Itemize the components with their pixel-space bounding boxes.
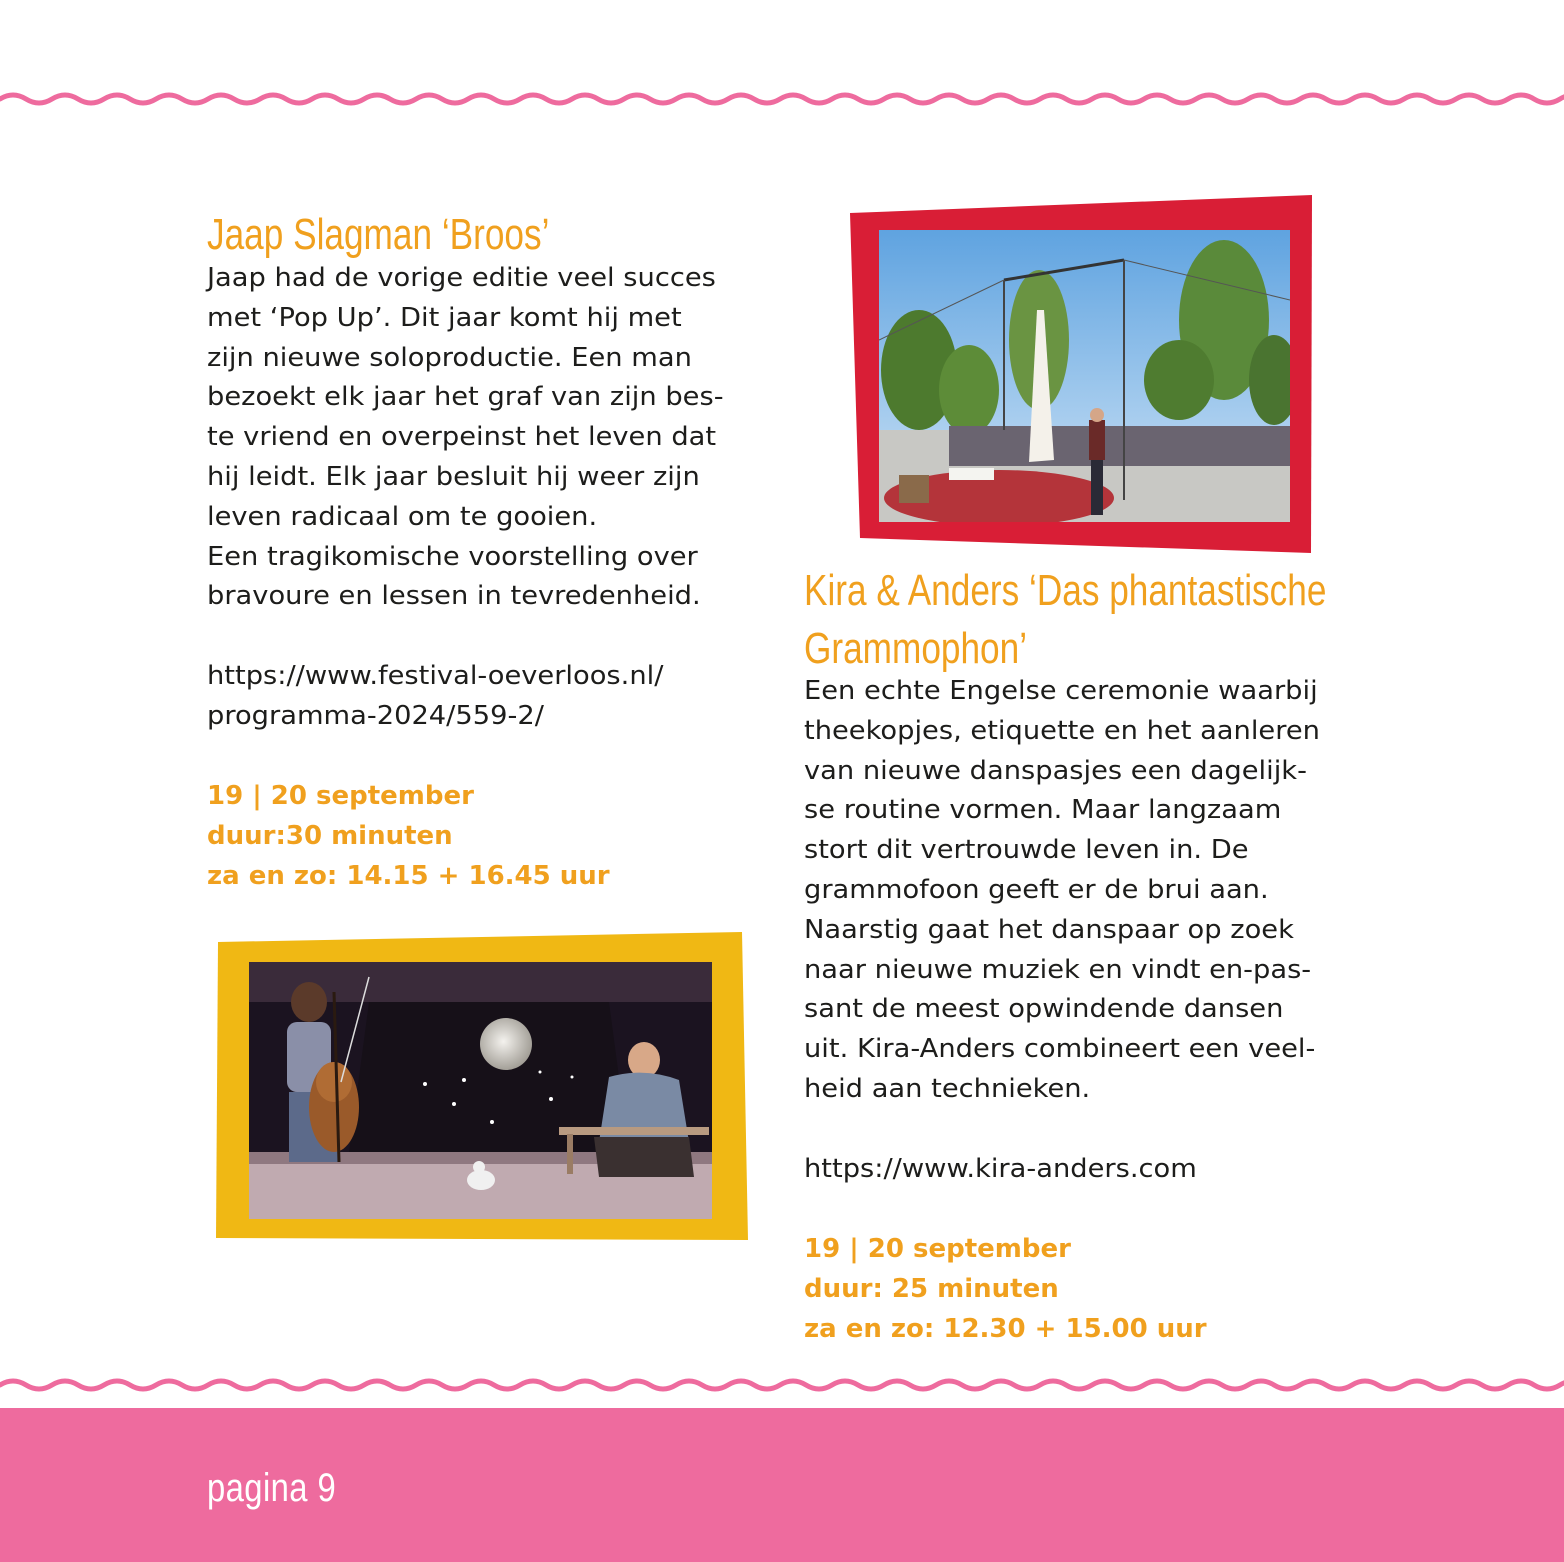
top-wave-divider: [0, 86, 1564, 112]
article1-dates: 19 | 20 september: [207, 781, 474, 811]
article1-details: [207, 777, 610, 896]
article2-details: [804, 1230, 1207, 1349]
article2-title-line2: Grammophon’: [804, 624, 1028, 673]
article1-title: Jaap Slagman ‘Broos’: [207, 210, 550, 259]
article2-title-line1: Kira & Anders ‘Das phantastische: [804, 566, 1327, 615]
article2-body: Een echte Engelse ceremonie waarbij theekopjes, etiquette en het aanleren van nieuwe danspasjes een dagelijk- se routine vormen. Maar langzaam stort dit vertrouwde leven in. De grammofoon geeft er de brui aan. Naarstig gaat het danspaar op zoek naar nieuwe muziek en vindt en-pas- sant de meest opwindende dansen uit. Kira-Anders combineert een veel- heid aan technieken.: [804, 676, 1320, 1104]
page-number: pagina 9: [207, 1466, 337, 1510]
article1-duration: duur:30 minuten: [207, 820, 453, 851]
article2-dates: 19 | 20 september: [804, 1234, 1071, 1264]
article2-duration: duur: 25 minuten: [804, 1273, 1059, 1304]
article1-times: za en zo: 14.15 + 16.45 uur: [207, 860, 610, 891]
footer-band: [0, 1408, 1564, 1562]
article2-link[interactable]: https://www.kira-anders.com: [804, 1154, 1197, 1184]
article1-body: Jaap had de vorige editie veel succes met ‘Pop Up’. Dit jaar komt hij met zijn nieuwe soloproductie. Een man bezoekt elk jaar het graf van zijn bes- te vriend en overpeinst het leven dat hij leidt. Elk jaar besluit hij weer zijn leven radicaal om te gooien. Een tragikomische voorstelling over bravoure en lessen in tevredenheid.: [207, 263, 724, 612]
article1-link[interactable]: https://www.festival-oeverloos.nl/ programma-2024/559-2/: [207, 661, 664, 731]
article1-photo: [249, 962, 712, 1219]
article2-times: za en zo: 12.30 + 15.00 uur: [804, 1313, 1207, 1344]
article2-photo: [879, 230, 1290, 522]
bottom-wave-divider: [0, 1372, 1564, 1398]
article2-title: [804, 562, 1326, 678]
